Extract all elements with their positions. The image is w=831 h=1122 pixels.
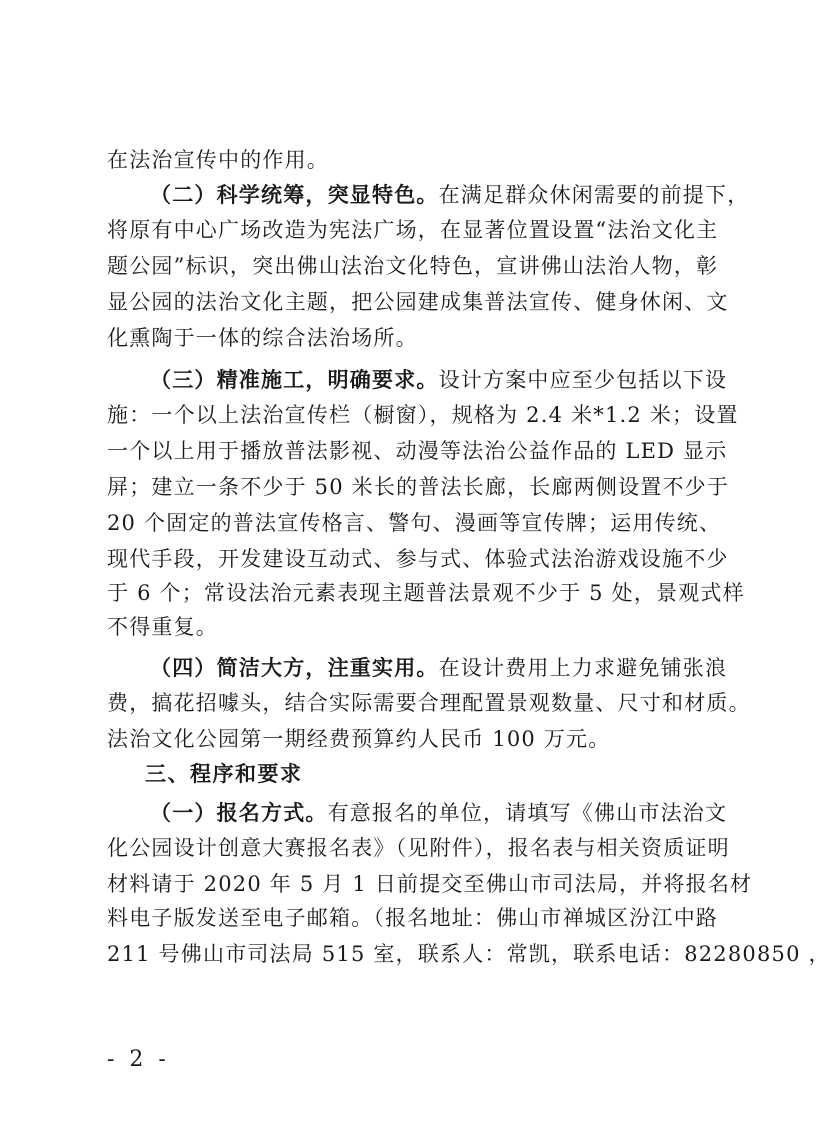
paragraph-line bbox=[150, 654, 728, 681]
line-text: 题公园”标识，突出佛山法治文化特色，宣讲佛山法治人物，彰 bbox=[107, 254, 719, 278]
paragraph-line bbox=[107, 941, 831, 968]
page-number: - 2 - bbox=[107, 1047, 170, 1072]
subsection-lead: （四）简洁大方，注重实用。 bbox=[150, 655, 439, 680]
paragraph-line bbox=[107, 835, 730, 862]
line-text: 在满足群众休闲需要的前提下， bbox=[438, 183, 750, 207]
paragraph-line bbox=[107, 905, 719, 932]
line-text: 有意报名的单位，请填写《佛山市法治文 bbox=[327, 801, 728, 825]
line-text: 在设计费用上力求避免铺张浪 bbox=[438, 656, 728, 680]
paragraph-line bbox=[107, 690, 751, 717]
paragraph-line bbox=[107, 402, 739, 429]
line-text: 施：一个以上法治宣传栏（橱窗），规格为 2.4 米*1.2 米；设置 bbox=[107, 403, 739, 427]
line-text: 屏；建立一条不少于 50 米长的普法长廊，长廊两侧设置不少于 bbox=[107, 475, 730, 499]
line-text: 材料请于 2020 年 5 月 1 日前提交至佛山市司法局，并将报名材 bbox=[107, 872, 753, 896]
line-text: 20 个固定的普法宣传格言、警句、漫画等宣传牌；运用传统、 bbox=[107, 511, 722, 535]
paragraph-line bbox=[107, 546, 729, 573]
paragraph-line bbox=[150, 799, 728, 826]
line-text: 化公园设计创意大赛报名表》（见附件），报名表与相关资质证明 bbox=[107, 836, 730, 860]
subsection-lead: （一）报名方式。 bbox=[150, 800, 328, 825]
line-text: 费，搞花招噱头，结合实际需要合理配置景观数量、尺寸和材质。 bbox=[107, 691, 751, 715]
line-text: 显公园的法治文化主题，把公园建成集普法宣传、健身休闲、文 bbox=[107, 290, 729, 314]
paragraph-line bbox=[107, 871, 753, 898]
line-text: 于 6 个；常设法治元素表现主题普法景观不少于 5 处，景观式样 bbox=[107, 581, 745, 605]
line-text: 将原有中心广场改造为宪法广场，在显著位置设置“法治文化主 bbox=[107, 218, 719, 242]
paragraph-line bbox=[150, 366, 728, 393]
line-text: 211 号佛山市司法局 515 室，联系人：常凯，联系电话：82280850 ， bbox=[107, 942, 831, 966]
paragraph-line bbox=[107, 438, 728, 465]
section-heading-text: 三、程序和要求 bbox=[145, 762, 303, 786]
line-text: 设计方案中应至少包括以下设 bbox=[438, 368, 728, 392]
line-text: 现代手段，开发建设互动式、参与式、体验式法治游戏设施不少 bbox=[107, 547, 729, 571]
line-text: 法治文化公园第一期经费预算约人民币 100 万元。 bbox=[107, 727, 611, 751]
paragraph-line bbox=[107, 614, 693, 641]
line-text: 在法治宣传中的作用。 bbox=[107, 148, 329, 172]
paragraph-line bbox=[107, 147, 693, 174]
paragraph-line bbox=[107, 253, 719, 280]
subsection-lead: （三）精准施工，明确要求。 bbox=[150, 367, 439, 392]
line-text: 化熏陶于一体的综合法治场所。 bbox=[107, 326, 418, 350]
line-text: 料电子版发送至电子邮箱。（报名地址：佛山市禅城区汾江中路 bbox=[107, 906, 719, 930]
paragraph-line bbox=[107, 726, 693, 753]
paragraph-line bbox=[107, 580, 745, 607]
line-text: 一个以上用于播放普法影视、动漫等法治公益作品的 LED 显示 bbox=[107, 439, 728, 463]
paragraph-line bbox=[107, 325, 693, 352]
line-text: 不得重复。 bbox=[107, 615, 218, 639]
paragraph-line bbox=[150, 181, 750, 208]
paragraph-line bbox=[107, 474, 730, 501]
section-heading bbox=[145, 761, 693, 788]
paragraph-line bbox=[107, 217, 719, 244]
paragraph-line bbox=[107, 510, 722, 537]
subsection-lead: （二）科学统筹，突显特色。 bbox=[150, 182, 439, 207]
paragraph-line bbox=[107, 289, 729, 316]
